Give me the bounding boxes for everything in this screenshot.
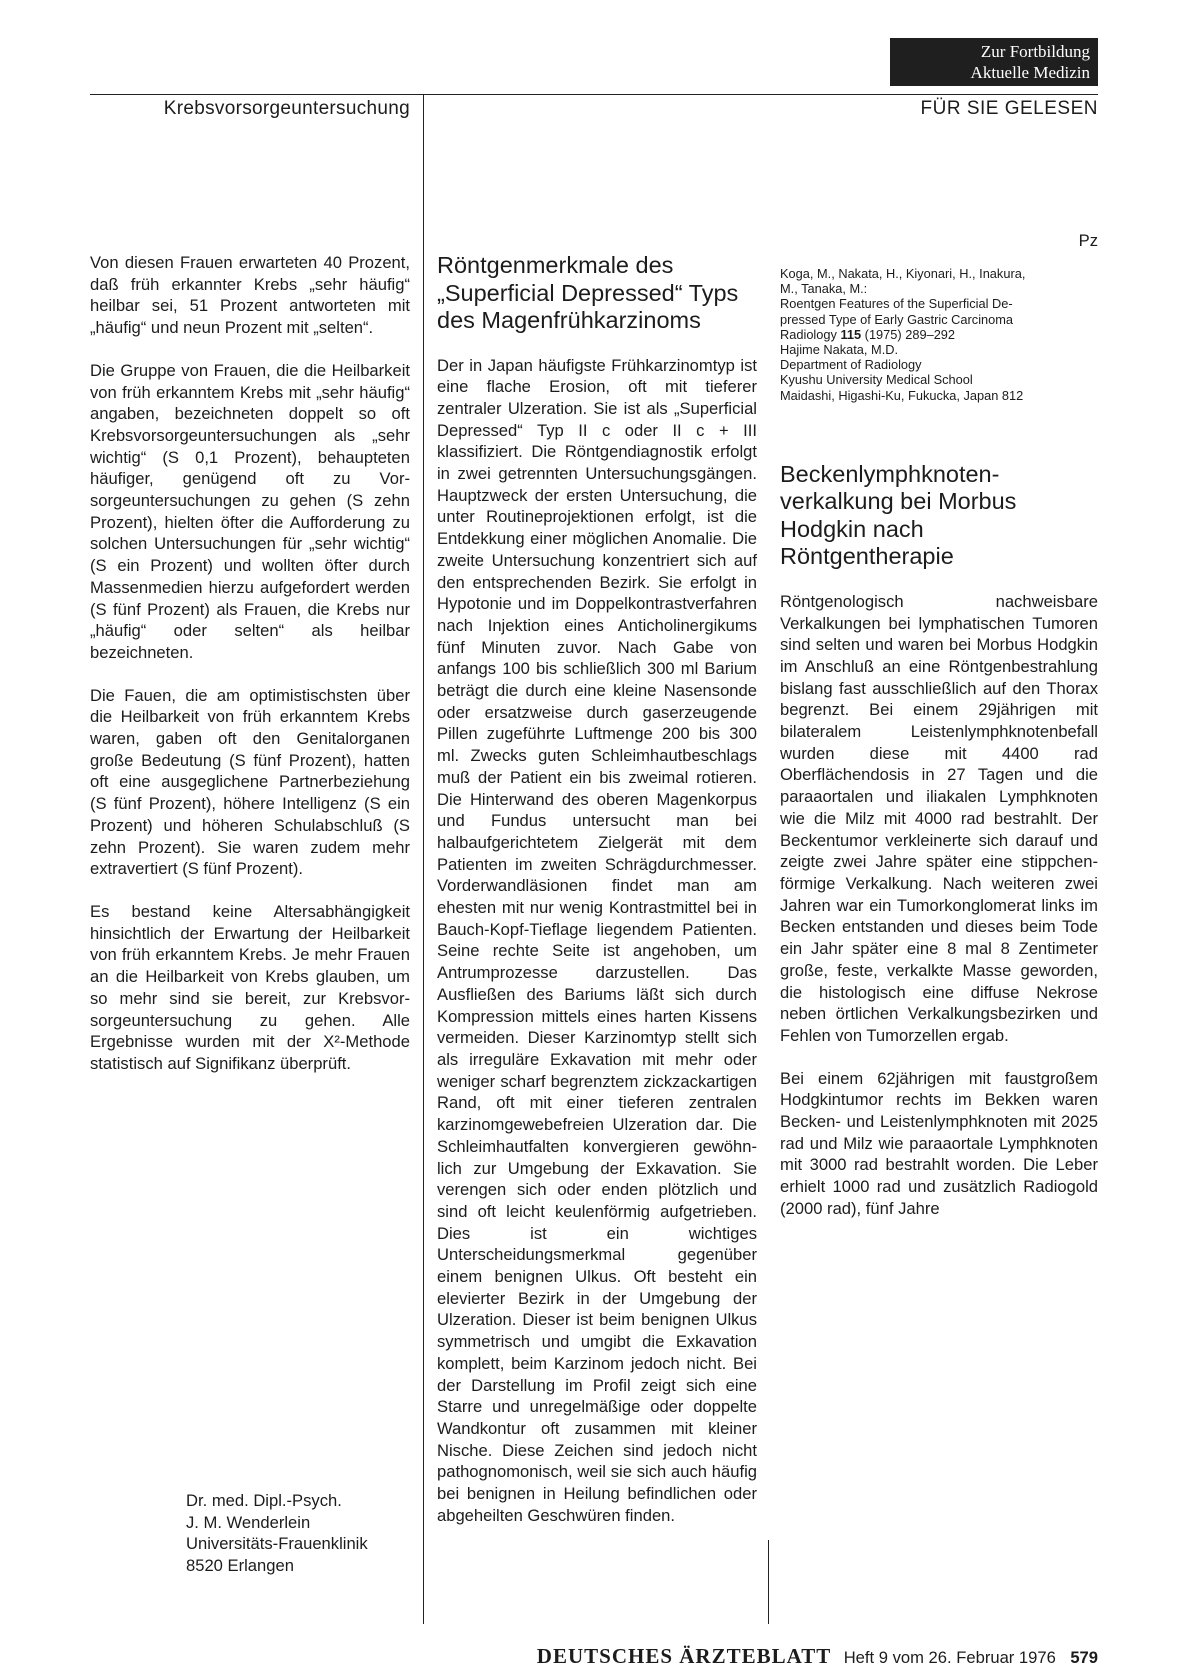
reference-line: Koga, M., Nakata, H., Kiyonari, H., Inakura, [780, 266, 1026, 282]
section-title-left: Krebsvorsorgeuntersuchung [163, 98, 410, 119]
reference-line: Department of Radiology [780, 357, 922, 373]
reference-line: pressed Type of Early Gastric Carcinoma [780, 311, 1014, 327]
author-block [186, 1490, 416, 1577]
article-2-title: Beckenlymphknotenverkalkung bei Morbus Hodgkin nach Röntgentherapie [780, 460, 1017, 570]
paragraph: Bei einem 62jährigen mit faustgroßem Hodgkintumor rechts im Bekken waren Becken- und Leistenlymphknoten mit 2025 rad und Milz wie paraaortale Lymphknoten mit 3000 rad bestrahlt worden. Die Leber erhielt 1000 rad und zusätzlich Radiogold (2000 rad), fünf Jahre [780, 1068, 1098, 1218]
badge-line-1: Zur Fortbildung [980, 42, 1090, 61]
author-line: Dr. med. Dipl.-Psych. [186, 1491, 342, 1510]
section-badge [890, 38, 1098, 86]
badge-line-2: Aktuelle Medizin [970, 63, 1090, 82]
article-1-title: Röntgenmerkmale des „Superficial Depressed“ Typs des Magenfrühkarzinoms [437, 252, 739, 333]
reference-line: M., Tanaka, M.: [780, 281, 868, 297]
column-divider-right [768, 1540, 769, 1624]
initials: Pz [1078, 231, 1098, 251]
page-number: 579 [1070, 1648, 1098, 1667]
page-footer [470, 1644, 1098, 1669]
journal-name: DEUTSCHES ÄRZTEBLATT [536, 1644, 832, 1668]
reference-line: Kyushu University Medical School [780, 372, 973, 388]
reference [780, 266, 1098, 403]
author-line: 8520 Erlangen [186, 1556, 294, 1576]
column-divider-left [423, 94, 424, 1624]
section-title-right: FÜR SIE GELESEN [920, 98, 1098, 119]
author-line: J. M. Wenderlein [186, 1512, 311, 1532]
paragraph: Die Fauen, die am optimistischsten über die Heilbarkeit von früh erkanntem Krebs waren, gaben oft den Genitalorganen große Bedeutung (S fünf Prozent), hatten oft eine ausgeglichene Partnerbeziehung (S fünf Prozent), höhere Intelligenz (S ein Prozent) und höheren Schulabschluß (S zehn Prozent). Sie waren zudem mehr extravertiert (S fünf Prozent). [90, 685, 410, 879]
author-line: Universitäts-Frauenklinik [186, 1534, 368, 1554]
paragraph: Es bestand keine Altersabhängigkeit hinsichtlich der Erwartung der Heilbarkeit von früh erkanntem Krebs. Je mehr Frauen an die Heilbarkeit von Krebs glauben, um so mehr sind sie bereit, zur Krebsvorsorgeuntersuchung zu gehen. Alle Ergebnisse wurden mit der X²-Methode statistisch auf Signifikanz überprüft. [90, 901, 410, 1073]
reference-line: Radiology 115 (1975) 289–292 [780, 326, 956, 342]
reference-line: Maidashi, Higashi-Ku, Fukucka, Japan 812 [780, 387, 1024, 403]
reference-line: Hajime Nakata, M.D. [780, 342, 899, 358]
paragraph: Der in Japan häufigste Frühkarzinomtyp ist eine flache Erosion, oft mit tieferer zentraler Ulzeration. Sie ist als „Superficial Depressed“ Typ II c oder II c + III klassifiziert. Die Röntgendiagnostik erfolgt in zwei getrennten Untersuchungsgängen. Hauptzweck der ersten Untersuchung, die unter Routineprojektionen erfolgt, ist die Entdekkung einer möglichen Anomalie. Die zweite Untersuchung konzentriert sich auf den entsprechenden Bezirk. Sie erfolgt in Hypotonie und im Doppelkontrastverfahren nach Injektion eines Anticholinergikums fünf Minuten zuvor. Nach Gabe von anfangs 100 bis schließlich 300 ml Barium beträgt die durch eine kleine Nasensonde oder ersatzweise durch gaserzeugende Pillen zugeführte Luftmenge 200 bis 300 ml. Zwecks guten Schleimhautbeschlags muß der Patient ein bis zweimal rotieren. Die Hinterwand des oberen Magenkorpus und Fundus untersucht man bei halbaufgerichtetem Zielgerät mit dem Patienten im zweiten Schrägdurchmesser. Vorderwandläsionen findet man am ehesten mit nur wenig Kontrastmittel bei in Bauch-Kopf-Tieflage liegendem Patienten. Seine rechte Seite ist angehoben, um Antrumprozesse darzustellen. Das Ausfließen des Bariums läßt sich durch Kompression mittels eines harten Kissens vermeiden. Dieser Karzinomtyp stellt sich als irreguläre Exkavation mit mehr oder weniger scharf begrenztem zickzackartigen Rand, oft mit einer tieferen zentralen karzinomgewebefreien Ulzeration dar. Die Schleimhautfalten konvergieren gewöhnlich zur Umgebung der Exkavation. Sie verengen sich oder enden plötzlich und sind oft leicht keulenförmig aufgetrieben. Dies ist ein wichtiges Unterscheidungsmerkmal gegenüber einem benignen Ulkus. Oft besteht ein elevierter Bezirk in der Umgebung der Ulzeration. Dieser ist beim benignen Ulkus symmetrisch und umgibt die Exkavation komplett, beim Karzinom jedoch nicht. Bei der Darstellung im Profil zeigt sich eine Starre und unregelmäßige oder doppelte Wandkontur oft zusammen mit kleiner Nische. Diese Zeichen sind jedoch nicht pathognomonisch, weil sie sich auch häufig bei benignen in Heilung befindlichen oder abgeheilten Geschwüren finden. [437, 355, 757, 1525]
paragraph: Von diesen Frauen erwarteten 40 Prozent, daß früh erkannter Krebs „sehr häufig“ heilbar sei, 51 Prozent antworteten mit „häufig“ und neun Prozent mit „selten“. [90, 253, 410, 338]
column-1 [90, 252, 410, 1096]
column-3-content [780, 231, 1098, 1241]
reference-line: Roentgen Features of the Superficial De- [780, 296, 1013, 312]
issue-info: Heft 9 vom 26. Februar 1976 [843, 1648, 1056, 1667]
header-rule [90, 94, 1098, 95]
paragraph: Die Gruppe von Frauen, die die Heilbarkeit von früh erkanntem Krebs mit „sehr häufig“ angaben, bezeichneten doppelt so oft Krebsvorsorgeuntersuchungen als „sehr wichtig“ (S 0,1 Prozent), behaupteten häufiger, genügend oft zu Vorsorgeuntersuchungen zu gehen (S zehn Prozent), hielten öfter die Aufforderung zu solchen Untersuchungen für „sehr wichtig“ (S ein Prozent) und wollten öfter durch Massenmedien hierzu aufgefordert werden (S fünf Prozent) als Frauen, die Krebs nur „häufig“ oder selten“ als heilbar bezeichneten. [90, 360, 410, 662]
paragraph: Röntgenologisch nachweisbare Verkalkungen bei lymphatischen Tumoren sind selten und waren bei Morbus Hodgkin im Anschluß an eine Röntgenbestrahlung bislang fast ausschließlich auf den Thorax begrenzt. Bei einem 29jährigen mit bilateralem Leistenlymphknotenbefall wurden diese mit 4400 rad Oberflächendosis in 27 Tagen und die paraaortalen und iliakalen Lymphknoten wie die Milz mit 4000 rad bestrahlt. Der Beckentumor verkleinerte sich darauf und zeigte zwei Jahre später eine stippchenförmige Verkalkung. Nach weiteren zwei Jahren war ein Tumorkonglomerat links im Becken entstanden und dieses beim Tode ein Jahr später eine 8 mal 8 Zentimeter große, feste, verkalkte Masse geworden, die histologisch eine diffuse Nekrose neben örtlichen Verkalkungsbezirken und Fehlen von Tumorzellen ergab. [780, 591, 1098, 1045]
column-2 [437, 252, 757, 1526]
